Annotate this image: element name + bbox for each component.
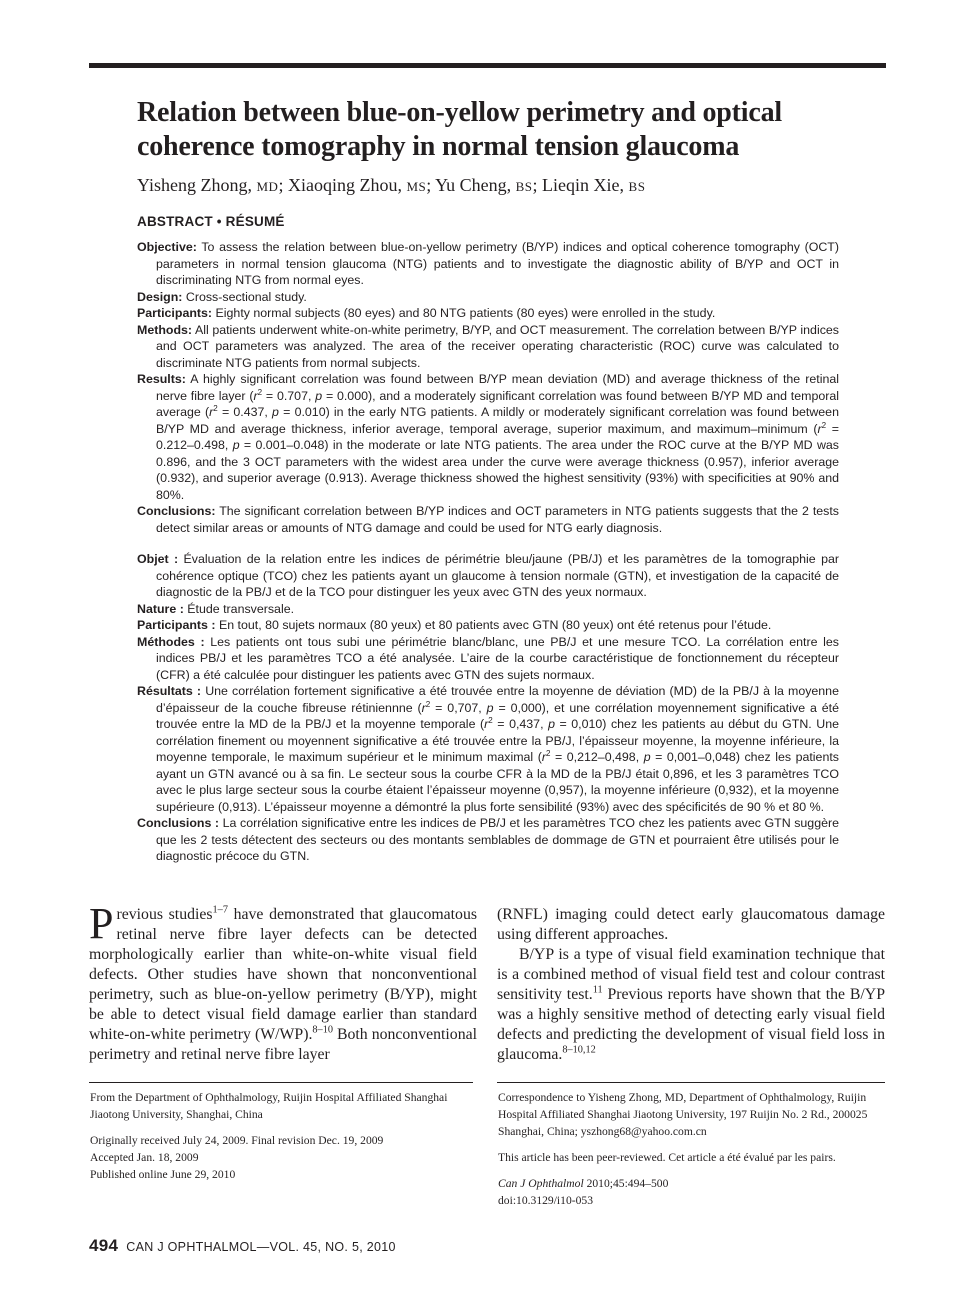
abstract-participants: Participants: Eighty normal subjects (80 eyes) and 80 NTG patients (80 eyes) were enrolled in the study. <box>137 306 716 320</box>
author-name: Xiaoqing Zhou, <box>287 175 402 195</box>
article-history <box>90 1132 470 1183</box>
abstract-methods: Methods: All patients underwent white-on-white perimetry, B/YP, and OCT measurement. The correlation between B/YP indices and OCT parameters was analyzed. The area of the receiver operating characteristic (ROC) curve was calculated to discriminate NTG patients from normal subjects. <box>137 322 839 370</box>
reference-citation: 8–10 <box>312 1024 333 1036</box>
published-date: Published online June 29, 2010 <box>90 1168 236 1181</box>
body-paragraph: B/YP is a type of visual field examination technique that is a combined method of visual field test and colour contrast sensitivity test.$^{11}$ Previous reports have shown that the B/YP was a highly sensitive method of detecting early visual field defects and predicting the development of visual field loss in glaucoma.$^{8-10,12}$ <box>497 946 885 1063</box>
footnote-right <box>498 1089 885 1218</box>
reference-citation: 8–10,12 <box>562 1044 596 1056</box>
abstract-design: Design: Cross-sectional study. <box>137 289 307 304</box>
journal-running-footer: CAN J OPHTHALMOL—VOL. 45, NO. 5, 2010 <box>126 1240 396 1254</box>
footnote-divider-left <box>89 1082 473 1083</box>
reference-citation: 11 <box>592 984 603 996</box>
accepted-date: Accepted Jan. 18, 2009 <box>90 1151 199 1164</box>
resume-objet: Objet : Évaluation de la relation entre les indices de périmétrie bleu/jaune (PB/J) et les paramètres de la tomographie par cohérence optique (TCO) chez les patients ayant un glaucome à tension normale (GTN), et investigation de la capacité de diagnostic de la PB/J et de la TCO pour distinguer les yeux avec GTN des yeux normaux. <box>137 552 839 599</box>
footnote-divider-right <box>497 1082 885 1083</box>
page-footer <box>89 1236 396 1257</box>
received-date: Originally received July 24, 2009. Final revision Dec. 19, 2009 <box>90 1134 384 1147</box>
author-name: Yu Cheng, <box>435 175 512 195</box>
correspondence: Correspondence to Yisheng Zhong, MD, Department of Ophthalmology, Ruijin Hospital Affiliated Shanghai Jiaotong University, 197 Ruijin No. 2 Rd., 200025 Shanghai, China; yszhong68@yahoo.com.cn <box>498 1091 868 1138</box>
citation-details: 2010;45:494–500 <box>583 1177 669 1190</box>
citation-journal: Can J Ophthalmol <box>498 1177 584 1190</box>
doi-link[interactable]: doi:10.3129/i10-053 <box>498 1194 594 1207</box>
resume-methodes: Méthodes : Les patients ont tous subi une périmétrie blanc/blanc, une PB/J et une mesure TCO. La corrélation entre les indices PB/J et les paramètres TCO a été analysée. L’aire de la courbe caractéristique de fonctionnement du récepteur (CFR) a été calculée pour distinguer les patients avec GTN des sujets normaux. <box>137 634 839 682</box>
author-name: Yisheng Zhong, <box>137 175 252 195</box>
abstract-conclusions: Conclusions: The significant correlation between B/YP indices and OCT parameters in NTG patients suggests that the 2 tests detect similar areas or amounts of NTG damage and could be used for NTG early diagnosis. <box>137 504 839 535</box>
article-title: Relation between blue-on-yellow perimetry and optical coherence tomography in normal tension glaucoma <box>137 97 782 162</box>
body-paragraph: (RNFL) imaging could detect early glaucomatous damage using different approaches. <box>497 906 885 943</box>
abstract-english <box>137 239 839 536</box>
author-degree: BS <box>628 179 646 194</box>
abstract-results: Results: A highly significant correlation was found between B/YP mean deviation (MD) and average thickness of the retinal nerve fibre layer ($r^2 = 0.707$, p = 0.000), and a moderately significant correlation was found between B/YP MD and temporal average ($r^2 = 0.437$, p = 0.010) in the early NTG patients. A mildly or moderately significant correlation was found between B/YP MD and average thickness, inferior average, temporal average, superior maximum, and maximum–minimum ($r^2 = 0.212-0.498$, p = 0.001–0.048) in the moderate or late NTG patients. The area under the ROC curve at the B/YP MD was 0.896, and the 3 OCT parameters with the widest area under the curve were average thickness (0.957), inferior average (0.932), and superior average (0.913). Average thickness showed the highest sensitivity (93%) with specificities at 90% and 80%. <box>137 372 839 502</box>
peer-review-note: This article has been peer-reviewed. Cet article a été évalué par les pairs. <box>498 1151 836 1164</box>
abstract-objective: Objective: To assess the relation between blue-on-yellow perimetry (B/YP) indices and optical coherence tomography (OCT) parameters in normal tension glaucoma (NTG) patients and to investigate the diagnostic ability of B/YP and OCT in discriminating NTG from normal eyes. <box>137 240 840 287</box>
author-degree: MS <box>406 179 427 194</box>
author-degree: BS <box>515 179 533 194</box>
affiliation: From the Department of Ophthalmology, Ruijin Hospital Affiliated Shanghai Jiaotong University, Shanghai, China <box>90 1091 448 1121</box>
author-name: Lieqin Xie, <box>542 175 625 195</box>
abstract-french <box>137 551 839 865</box>
top-rule <box>89 63 886 68</box>
resume-nature: Nature : Étude transversale. <box>137 601 295 616</box>
author-degree: MD <box>256 179 279 194</box>
resume-participants: Participants : En tout, 80 sujets normaux (80 yeux) et 80 patients avec GTN (80 yeux) ont été retenus pour l’étude. <box>137 618 772 632</box>
reference-citation: 1–7 <box>212 904 228 916</box>
footnote-left <box>90 1089 470 1192</box>
author-list: Yisheng Zhong, MD; Xiaoqing Zhou, MS; Yu Cheng, BS; Lieqin Xie, BS <box>137 175 646 195</box>
resume-resultats: Résultats : Une corrélation fortement significative a été trouvée entre la moyenne de déviation (MD) de la PB/J à la moyenne d’épaisseur de la couche fibreuse rétiniennne ($r^2 = 0,707$, p = 0,000), et une corrélation moyennement significative a été trouvée entre la MD de la PB/J et la moyenne temporale ($r^2 = 0,437$, p = 0,010) chez les patients au début du GTN. Une corrélation finement ou moyennent significative a été trouvée entre la PB/J, l’épaisseur moyenne, la moyenne inférieure, la moyenne temporale, le maximum supérieur et le minimum maximal ($r^2 = 0,212-0,498$, p = 0,001–0,048) chez les patients ayant un GTN avancé ou à sa fin. Le secteur sous la courbe CFR à la MD de la PB/J était 0,896, et les 3 paramètres TCO avec le plus large secteur sous la courbe étaient l’épaisseur moyenne (0,957), la moyenne inférieure (0,932), et la moyenne supérieure (0,913). L’épaisseur moyenne a démontré la plus forte sensibilité (93%) avec des spécificités de 90 % et 80 %. <box>137 684 839 814</box>
resume-conclusions: Conclusions : La corrélation significative entre les indices de PB/J et les paramètres TCO chez les patients avec GTN suggère que les 2 tests détectent des secteurs ou des montants semblables de dommage de GTN et pourraient être utilisés pour le diagnostic précoce du GTN. <box>137 816 839 863</box>
body-column-right <box>497 905 885 1065</box>
drop-cap: P <box>89 899 114 948</box>
body-paragraph: Previous studies$^{1-7}$ have demonstrated that glaucomatous retinal nerve fibre layer defects can be detected morphologically earlier than white-on-white visual field defects. Other studies have shown that nonconventional perimetry, such as blue-on-yellow perimetry (B/YP), might be able to detect visual field damage earlier than standard white-on-white perimetry (W/WP).$^{8-10}$ Both nonconventional perimetry and retinal nerve fibre layer <box>89 899 477 1063</box>
page-number: 494 <box>89 1236 119 1255</box>
citation <box>498 1175 885 1209</box>
body-column-left <box>89 899 477 1065</box>
abstract-heading: ABSTRACT • RÉSUMÉ <box>137 214 285 229</box>
